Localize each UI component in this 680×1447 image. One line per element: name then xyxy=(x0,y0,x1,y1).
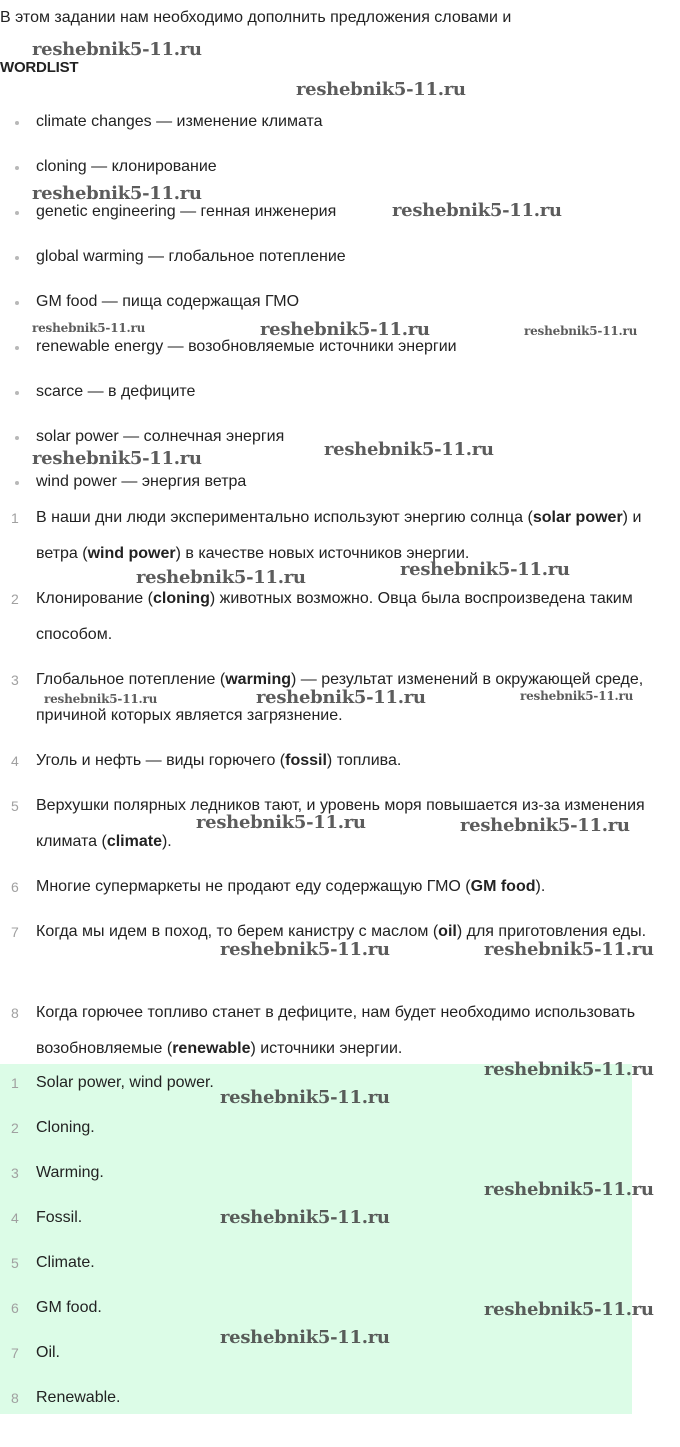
answer-number: 5 xyxy=(11,1255,19,1271)
watermark: reshebnik5-11.ru xyxy=(484,1179,654,1200)
task-keyword: renewable xyxy=(172,1040,251,1057)
task-text-part: ). xyxy=(161,833,172,850)
task-number: 1 xyxy=(11,510,19,526)
wordlist-item-text: wind power — энергия ветра xyxy=(36,473,247,490)
answer-text: GM food. xyxy=(36,1299,102,1316)
watermark: reshebnik5-11.ru xyxy=(324,439,494,460)
wordlist-item-text: scarce — в дефиците xyxy=(36,383,196,400)
bullet-icon xyxy=(15,256,19,260)
watermark: reshebnik5-11.ru xyxy=(136,567,306,588)
answer-number: 6 xyxy=(11,1300,19,1316)
answer-text: Climate. xyxy=(36,1254,95,1271)
bullet-icon xyxy=(15,211,19,215)
task-text-part: ) источники энергии. xyxy=(250,1040,403,1057)
task-keyword: oil xyxy=(438,923,457,940)
bullet-icon xyxy=(15,166,19,170)
task-text-part: Когда мы идем в поход, то берем канистру с маслом ( xyxy=(36,923,439,940)
task-keyword: GM food xyxy=(470,878,536,895)
wordlist-heading: WORDLIST xyxy=(0,59,79,76)
task-text-part: Верхушки полярных ледников тают, и уровень моря повышается из-за изменения климата ( xyxy=(36,797,645,850)
bullet-icon xyxy=(15,481,19,485)
wordlist-item-text: global warming — глобальное потепление xyxy=(36,248,346,265)
task-number: 6 xyxy=(11,879,19,895)
answer-text: Renewable. xyxy=(36,1389,121,1406)
watermark: reshebnik5-11.ru xyxy=(220,939,390,960)
answer-text: Warming. xyxy=(36,1164,104,1181)
task-text xyxy=(36,869,676,905)
answer-number: 3 xyxy=(11,1165,19,1181)
watermark: reshebnik5-11.ru xyxy=(296,79,466,100)
task-keyword: climate xyxy=(106,833,162,850)
bullet-icon xyxy=(15,121,19,125)
intro-text: В этом задании нам необходимо дополнить предложения словами и xyxy=(0,9,512,26)
answer-number: 4 xyxy=(11,1210,19,1226)
task-keyword: solar power xyxy=(532,509,623,526)
answer-number: 1 xyxy=(11,1075,19,1091)
watermark: reshebnik5-11.ru xyxy=(220,1087,390,1108)
wordlist-item-text: renewable energy — возобновляемые источники энергии xyxy=(36,338,457,355)
task-text-part: Глобальное потепление ( xyxy=(36,671,226,688)
wordlist-item-text: GM food — пища содержащая ГМО xyxy=(36,293,300,310)
watermark: reshebnik5-11.ru xyxy=(260,319,430,340)
watermark: reshebnik5-11.ru xyxy=(484,1059,654,1080)
task-text-part: Многие супермаркеты не продают еду содержащую ГМО ( xyxy=(36,878,471,895)
bullet-icon xyxy=(15,436,19,440)
watermark: reshebnik5-11.ru xyxy=(32,448,202,469)
task-text-part: ) и ветра ( xyxy=(36,509,642,562)
task-text-part: ) животных возможно. Овца была воспроизведена таким способом. xyxy=(36,590,633,643)
task-text xyxy=(36,995,676,1067)
bullet-icon xyxy=(15,391,19,395)
task-text-part: ). xyxy=(535,878,546,895)
answer-number: 2 xyxy=(11,1120,19,1136)
task-text-part: ) топлива. xyxy=(326,752,402,769)
watermark: reshebnik5-11.ru xyxy=(484,939,654,960)
wordlist-item-text: solar power — солнечная энергия xyxy=(36,428,285,445)
watermark: reshebnik5-11.ru xyxy=(220,1207,390,1228)
watermark: reshebnik5-11.ru xyxy=(484,1299,654,1320)
watermark: reshebnik5-11.ru xyxy=(32,39,202,60)
wordlist-item-text: cloning — клонирование xyxy=(36,158,217,175)
answer-text: Solar power, wind power. xyxy=(36,1074,214,1091)
task-text-part: ) в качестве новых источников энергии. xyxy=(175,545,470,562)
answer-text: Oil. xyxy=(36,1344,60,1361)
watermark: reshebnik5-11.ru xyxy=(256,687,426,708)
watermark: reshebnik5-11.ru xyxy=(220,1327,390,1348)
watermark: reshebnik5-11.ru xyxy=(524,324,638,338)
watermark: reshebnik5-11.ru xyxy=(520,689,634,703)
bullet-icon xyxy=(15,301,19,305)
task-text-part: ) для приготовления еды. xyxy=(456,923,647,940)
answer-text: Cloning. xyxy=(36,1119,95,1136)
watermark: reshebnik5-11.ru xyxy=(32,321,146,335)
watermark: reshebnik5-11.ru xyxy=(44,692,158,706)
wordlist-item-text: genetic engineering — генная инженерия xyxy=(36,203,337,220)
watermark: reshebnik5-11.ru xyxy=(460,815,630,836)
answer-number: 8 xyxy=(11,1390,19,1406)
task-text xyxy=(36,581,676,653)
task-number: 8 xyxy=(11,1005,19,1021)
answers-block xyxy=(0,1064,632,1414)
task-number: 2 xyxy=(11,591,19,607)
task-keyword: warming xyxy=(225,671,292,688)
task-text xyxy=(36,743,676,779)
task-text-part: ) — результат изменений в окружающей среде, причиной которых является загрязнение. xyxy=(36,671,644,724)
task-text xyxy=(36,500,676,572)
watermark: reshebnik5-11.ru xyxy=(32,183,202,204)
task-keyword: wind power xyxy=(87,545,176,562)
watermark: reshebnik5-11.ru xyxy=(392,200,562,221)
answer-number: 7 xyxy=(11,1345,19,1361)
task-text-part: Уголь и нефть — виды горючего ( xyxy=(36,752,286,769)
bullet-icon xyxy=(15,346,19,350)
task-number: 4 xyxy=(11,753,19,769)
wordlist-item-text: climate changes — изменение климата xyxy=(36,113,323,130)
task-text-part: Когда горючее топливо станет в дефиците, нам будет необходимо использовать возобновляемые ( xyxy=(36,1004,636,1057)
task-keyword: cloning xyxy=(152,590,210,607)
task-number: 3 xyxy=(11,672,19,688)
task-text-part: Клонирование ( xyxy=(36,590,153,607)
answer-text: Fossil. xyxy=(36,1209,83,1226)
task-keyword: fossil xyxy=(285,752,327,769)
watermark: reshebnik5-11.ru xyxy=(400,559,570,580)
watermark: reshebnik5-11.ru xyxy=(196,812,366,833)
task-number: 7 xyxy=(11,924,19,940)
task-text-part: В наши дни люди экспериментально используют энергию солнца ( xyxy=(36,509,533,526)
task-number: 5 xyxy=(11,798,19,814)
